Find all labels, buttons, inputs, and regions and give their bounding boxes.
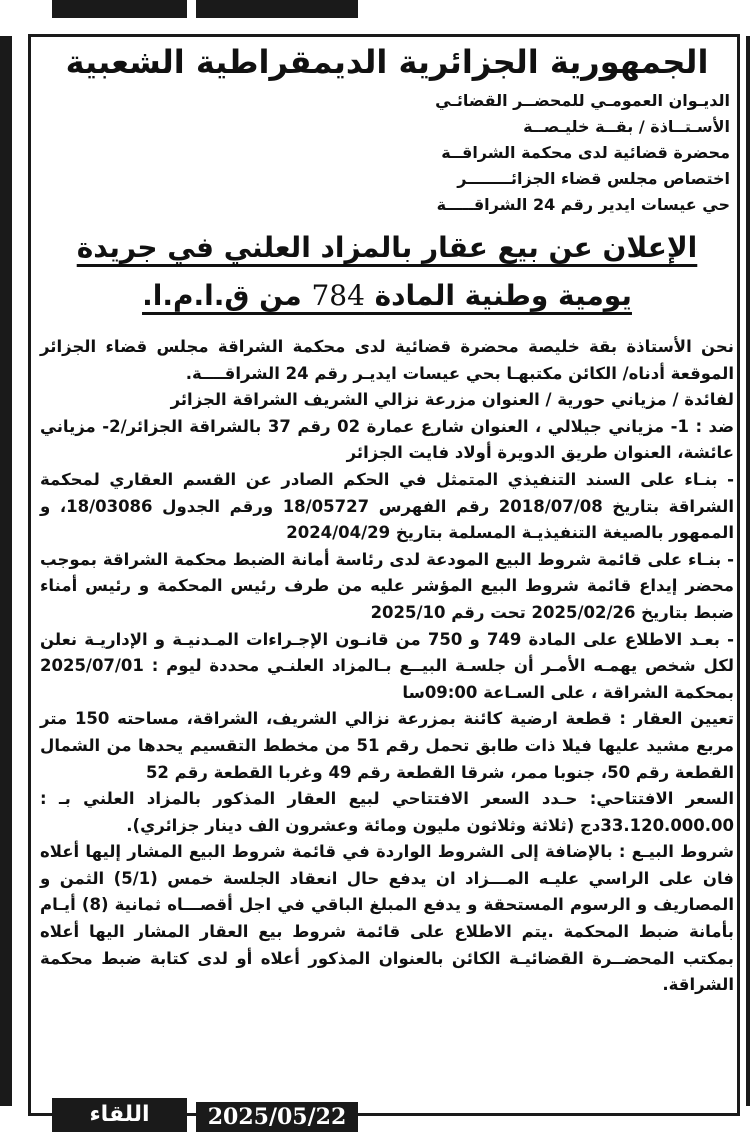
header-line-bailiff-name: الأسـتــاذة / بقــة خليـصــة — [523, 117, 730, 136]
notice-body — [40, 334, 734, 999]
notice-headline — [40, 224, 734, 272]
body-paragraph-conditions-deposit: - بنـاء على قائمة شروط البيع المودعة لدى رئاسة أمانة الضبط محكمة الشراقة بموجب محضر إيداع قائمة شروط البيع المؤشر عليه من طرف رئيس المحكمة و رئيس أمناء ضبط بتاريخ 2025/02/26 تحت رقم 2025/10 — [40, 549, 734, 622]
header-line-court: محضرة قضائية لدى محكمة الشراقــة — [441, 143, 730, 162]
right-border-rule — [746, 36, 750, 1106]
headline-article-number: 784 — [311, 279, 365, 312]
notice-headline-2 — [40, 272, 734, 320]
body-paragraph-intro: نحن الأستاذة بقة خليصة محضرة قضائية لدى محكمة الشراقة مجلس قضاء الجزائر الموقعة أدناه/ الكائن مكتبهـا بحي عيسات ايديـر رقم 24 الشراقــــة. — [40, 337, 734, 383]
notice-content — [40, 38, 734, 999]
body-paragraph-sale-terms: شروط البيـع : بالإضافة إلى الشروط الواردة في قائمة شروط البيع المشار إليها أعلاه فان على الراسي عليـه المـــزاد ان يدفع حال انعقاد الجلسة خمس (5/1) الثمن و المصاريف و الرسوم المستحقة و يدفع المبلغ الباقي في اجل أقصـــاه ثمانية (8) أيـام بأمانة ضبط المحكمة .يتم الاطلاع على قائمة شروط بيع العقار المشار اليها أعلاه بمكتب المحضــرة القضائيـة الكائن بالعنوان المذكور أعلاه أو لدى كتابة ضبط محكمة الشراقة. — [40, 842, 734, 995]
body-paragraph-property: تعيين العقار : قطعة ارضية كائنة بمزرعة نزالي الشريف، الشراقة، مساحته 150 متر مربع مشيد عليها فيلا ذات طابق تحمل رقم 51 من مخطط التقسيم يحدها من الشمال القطعة رقم 50، جنوبا ممر، شرقا القطعة رقم 49 وغربا القطعة رقم 52 — [40, 709, 734, 782]
republic-title: الجمهورية الجزائرية الديمقراطية الشعبية — [65, 43, 709, 81]
left-border-rule — [0, 36, 12, 1106]
notice-headline-line-1: الإعلان عن بيع عقار بالمزاد العلني في جريدة — [76, 231, 698, 264]
newspaper-name: اللقاء — [52, 1098, 187, 1132]
body-paragraph-judgment: - بنـاء على السند التنفيذي المتمثل في الحكم الصادر عن القسم العقاري لمحكمة الشراقة بتاريخ 2018/07/08 رقم الفهرس 18/05727 ورقم الجدول 18/03086، و الممهور بالصيغة التنفيذيـة المسلمة بتاريخ 2024/04/29 — [40, 469, 734, 543]
notice-headline-line-2 — [142, 279, 632, 312]
headline-suffix: من ق.ا.م.ا. — [142, 279, 312, 312]
body-paragraph-opening-price: السعر الافتتاحي: حـدد السعر الافتتاحي لبيع العقار المذكور بالمزاد العلني بـ : 33.120.000.00دج (ثلاثة وثلاثون مليون ومائة وعشرون الف دينار جزائري). — [40, 789, 734, 835]
headline-prefix: يومية وطنية المادة — [364, 279, 632, 312]
header-line-office: الديـوان العمومـي للمحضــر القضائـي — [435, 91, 730, 110]
body-paragraph-defendants: ضد : 1- مزياني جيلالي ، العنوان شارع عمارة 02 رقم 37 بالشراقة الجزائر/2- مزياني عائشة، العنوان طريق الدويرة أولاد فايت الجزائر — [40, 416, 735, 463]
body-paragraph-auction-date: - بعـد الاطلاع على المادة 749 و 750 من قانـون الإجـراءات المـدنيـة و الإداريـة نعلن لكل شخص يهمـه الأمـر أن جلسـة البيــع بـالمزاد العلنـي محددة ليوم : 2025/07/01 بمحكمة الشراقة ، على السـاعة 09:00سا — [40, 629, 734, 702]
header-line-address: حي عيسات ايدير رقم 24 الشراقـــــة — [436, 195, 730, 214]
header-line-jurisdiction: اختصاص مجلس قضاء الجزائــــــــر — [457, 169, 730, 188]
top-masthead-strip — [0, 0, 750, 24]
top-newspaper-tag — [52, 0, 187, 18]
bottom-masthead-strip — [0, 1098, 750, 1141]
body-paragraph-beneficiary: لفائدة / مزياني حورية / العنوان مزرعة نزالي الشريف الشراقة الجزائر — [170, 390, 734, 410]
top-date-tag — [196, 0, 358, 18]
publication-date: 2025/05/22 — [196, 1102, 358, 1132]
